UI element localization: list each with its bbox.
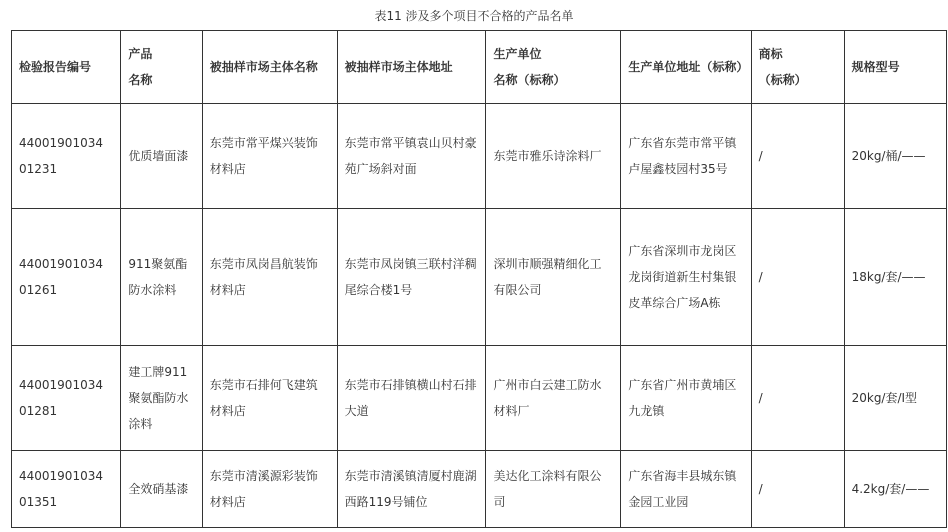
header-producer-name: 生产单位 名称（标称） [486, 31, 621, 104]
cell-producer-address: 广东省东莞市常平镇卢屋鑫枝园村35号 [621, 104, 751, 209]
cell-sampled-entity-name: 东莞市石排何飞建筑材料店 [202, 346, 337, 451]
cell-producer-name: 美达化工涂料有限公司 [486, 451, 621, 528]
cell-spec-model: 20kg/桶/—— [844, 104, 946, 209]
cell-brand: / [751, 346, 844, 451]
cell-product-name: 优质墙面漆 [121, 104, 202, 209]
cell-spec-model: 18kg/套/—— [844, 209, 946, 346]
header-spec-model: 规格型号 [844, 31, 946, 104]
header-product-name: 产品 名称 [121, 31, 202, 104]
cell-producer-name: 东莞市雅乐诗涂料厂 [486, 104, 621, 209]
cell-sampled-entity-address: 东莞市凤岗镇三联村洋稠尾综合楼1号 [337, 209, 486, 346]
unqualified-products-table [11, 30, 947, 528]
cell-spec-model: 4.2kg/套/—— [844, 451, 946, 528]
cell-brand: / [751, 451, 844, 528]
header-producer-address: 生产单位地址（标称） [621, 31, 751, 104]
cell-producer-name: 广州市白云建工防水材料厂 [486, 346, 621, 451]
table-row [12, 104, 947, 209]
cell-report-no: 44001901034 01261 [12, 209, 121, 346]
cell-producer-address: 广东省广州市黄埔区九龙镇 [621, 346, 751, 451]
cell-report-no: 44001901034 01281 [12, 346, 121, 451]
header-brand: 商标 （标称） [751, 31, 844, 104]
cell-sampled-entity-address: 东莞市清溪镇清厦村鹿湖西路119号铺位 [337, 451, 486, 528]
cell-product-name: 建工牌911聚氨酯防水涂料 [121, 346, 202, 451]
table-row [12, 209, 947, 346]
table-row [12, 451, 947, 528]
cell-producer-address: 广东省海丰县城东镇金园工业园 [621, 451, 751, 528]
table-row [12, 346, 947, 451]
cell-sampled-entity-name: 东莞市清溪源彩装饰材料店 [202, 451, 337, 528]
cell-report-no: 44001901034 01231 [12, 104, 121, 209]
cell-brand: / [751, 209, 844, 346]
cell-spec-model: 20kg/套/I型 [844, 346, 946, 451]
header-sampled-entity-address: 被抽样市场主体地址 [337, 31, 486, 104]
cell-producer-name: 深圳市顺强精细化工有限公司 [486, 209, 621, 346]
cell-sampled-entity-address: 东莞市石排镇横山村石排大道 [337, 346, 486, 451]
cell-producer-address: 广东省深圳市龙岗区龙岗街道新生村集银皮革综合广场A栋 [621, 209, 751, 346]
table-caption: 表11 涉及多个项目不合格的产品名单 [374, 9, 574, 23]
cell-sampled-entity-name: 东莞市凤岗昌航装饰材料店 [202, 209, 337, 346]
cell-brand: / [751, 104, 844, 209]
header-sampled-entity-name: 被抽样市场主体名称 [202, 31, 337, 104]
cell-sampled-entity-address: 东莞市常平镇袁山贝村豪苑广场斜对面 [337, 104, 486, 209]
cell-report-no: 44001901034 01351 [12, 451, 121, 528]
table-header-row [12, 31, 947, 104]
cell-product-name: 全效硝基漆 [121, 451, 202, 528]
cell-product-name: 911聚氨酯防水涂料 [121, 209, 202, 346]
cell-sampled-entity-name: 东莞市常平煤兴装饰材料店 [202, 104, 337, 209]
header-report-no: 检验报告编号 [12, 31, 121, 104]
